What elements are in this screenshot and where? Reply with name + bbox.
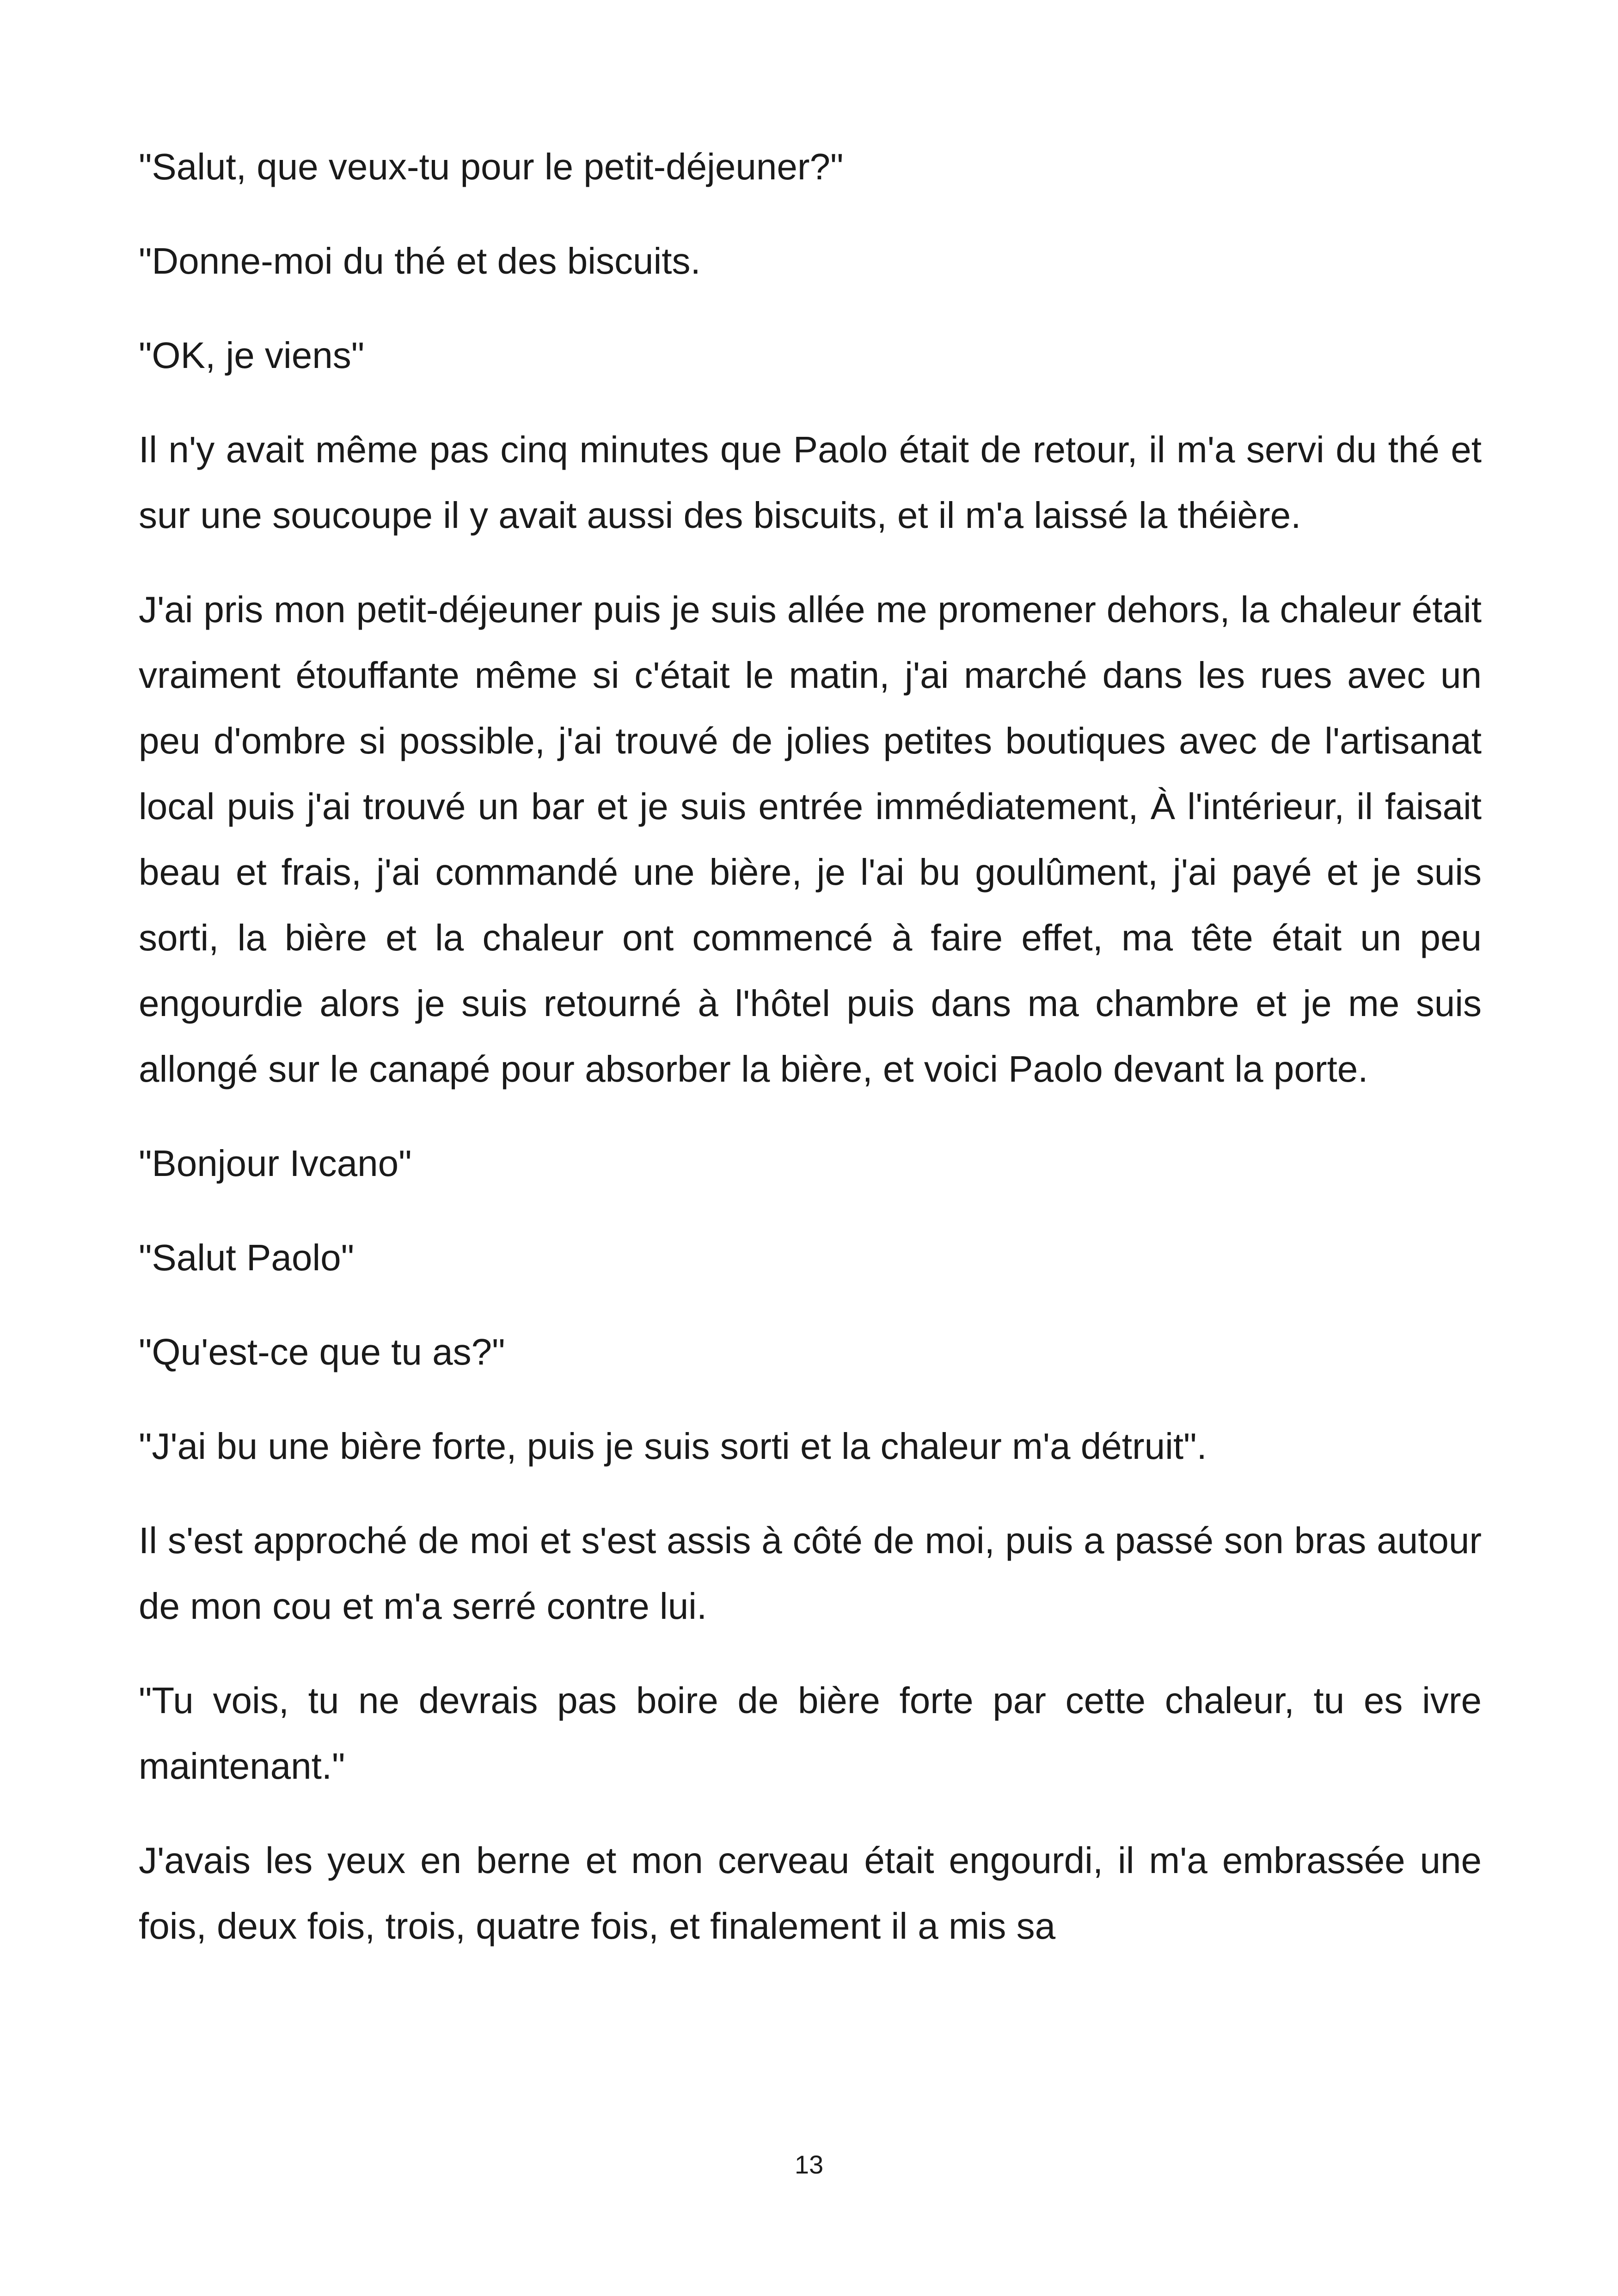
- paragraph: Il s'est approché de moi et s'est assis à côté de moi, puis a passé son bras autour de mon cou et m'a serré contre lui.: [139, 1520, 1482, 1627]
- paragraph: J'avais les yeux en berne et mon cerveau était engourdi, il m'a embrassée une fois, deux fois, trois, quatre fois, et finalement il a mis sa: [139, 1840, 1482, 1947]
- paragraph: "Qu'est-ce que tu as?": [139, 1331, 505, 1372]
- paragraph: "Salut, que veux-tu pour le petit-déjeuner?": [139, 146, 844, 187]
- paragraph: J'ai pris mon petit-déjeuner puis je suis allée me promener dehors, la chaleur était vraiment étouffante même si c'était le matin, j'ai marché dans les rues avec un peu d'ombre si possible, j'ai trouvé de jolies petites boutiques avec de l'artisanat local puis j'ai trouvé un bar et je suis entrée immédiatement, À l'intérieur, il faisait beau et frais, j'ai commandé une bière, je l'ai bu goulûment, j'ai payé et je suis sorti, la bière et la chaleur ont commencé à faire effet, ma tête était un peu engourdie alors je suis retourné à l'hôtel puis dans ma chambre et je me suis allongé sur le canapé pour absorber la bière, et voici Paolo devant la porte.: [139, 589, 1482, 1090]
- paragraph: "J'ai bu une bière forte, puis je suis sorti et la chaleur m'a détruit".: [139, 1426, 1207, 1467]
- paragraph: "Donne-moi du thé et des biscuits.: [139, 240, 701, 282]
- paragraph: "OK, je viens": [139, 335, 365, 376]
- paragraph: "Tu vois, tu ne devrais pas boire de bière forte par cette chaleur, tu es ivre maintenant.": [139, 1680, 1482, 1787]
- paragraph: "Bonjour Ivcano": [139, 1143, 412, 1184]
- paragraph: "Salut Paolo": [139, 1237, 354, 1278]
- page-number: 13: [794, 2150, 824, 2179]
- page-body-text: [139, 134, 1482, 1988]
- paragraph: Il n'y avait même pas cinq minutes que Paolo était de retour, il m'a servi du thé et sur une soucoupe il y avait aussi des biscuits, et il m'a laissé la théière.: [139, 429, 1482, 536]
